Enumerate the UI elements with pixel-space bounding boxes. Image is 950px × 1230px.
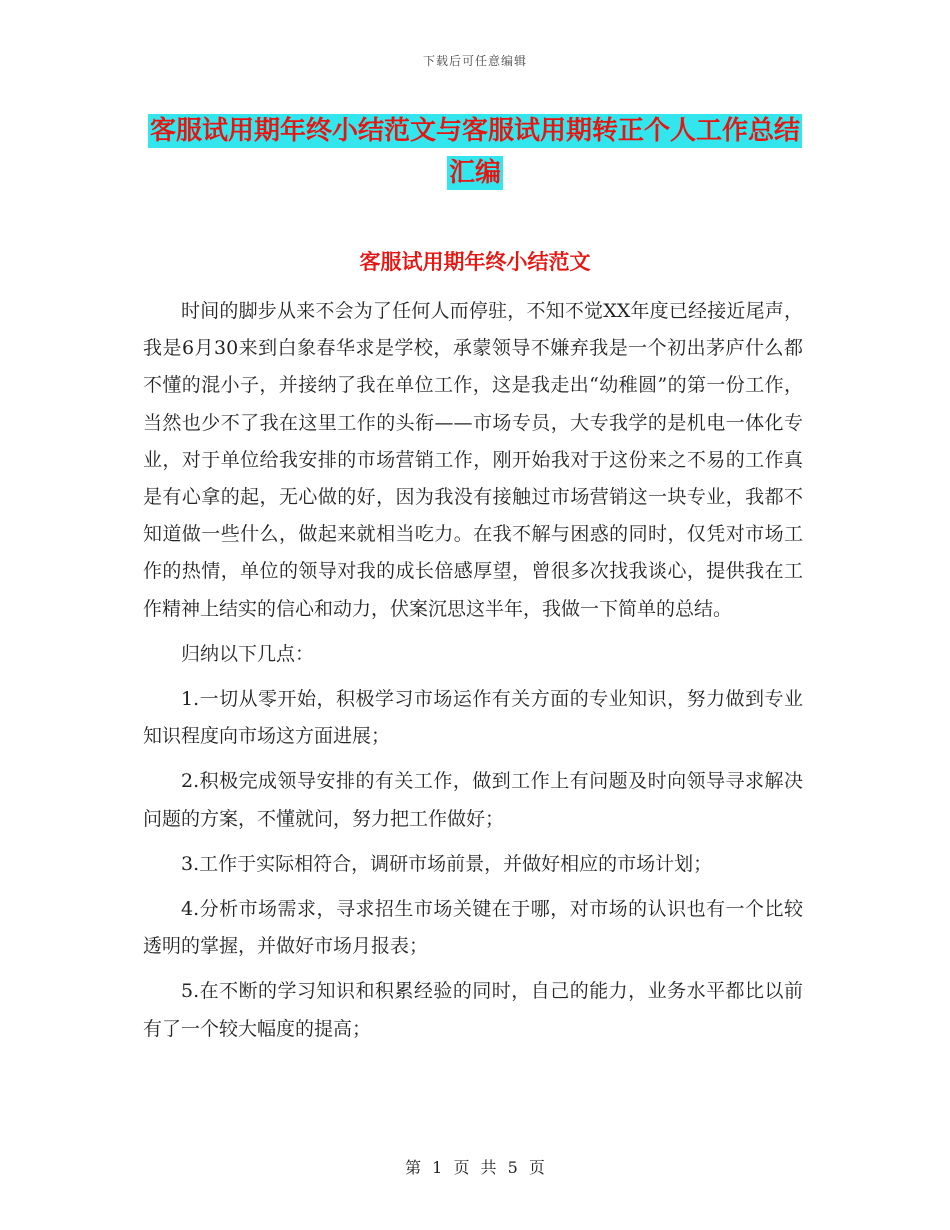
list-item-4: 4.分析市场需求，寻求招生市场关键在于哪，对市场的认识也有一个比较透明的掌握，并做好市场月报表； xyxy=(143,898,803,958)
section-title: 客服试用期年终小结范文 xyxy=(359,250,591,274)
list-item-1: 1.一切从零开始，积极学习市场运作有关方面的专业知识，努力做到专业知识程度向市场这方面进展； xyxy=(143,688,803,748)
main-title-text: 客服试用期年终小结范文与客服试用期转正个人工作总结汇编 xyxy=(149,116,800,188)
list-item-2: 2.积极完成领导安排的有关工作，做到工作上有问题及时向领导寻求解决问题的方案，不懂就问，努力把工作做好； xyxy=(143,770,803,830)
main-title xyxy=(140,110,810,194)
paragraph-intro: 时间的脚步从来不会为了任何人而停驻，不知不觉XX年度已经接近尾声，我是6月30来到白象春华求是学校，承蒙领导不嫌弃我是一个初出茅庐什么都不懂的混小子，并接纳了我在单位工作，这是我走出“幼稚圆”的第一份工作，当然也少不了我在这里工作的头衔——市场专员，大专我学的是机电一体化专业，对于单位给我安排的市场营销工作，刚开始我对于这份来之不易的工作真是有心拿的起，无心做的好，因为我没有接触过市场营销这一块专业，我都不知道做一些什么，做起来就相当吃力。在我不解与困惑的同时，仅凭对市场工作的热情，单位的领导对我的成长倍感厚望，曾很多次找我谈心，提供我在工作精神上结实的信心和动力，伏案沉思这半年，我做一下简单的总结。 xyxy=(143,300,803,620)
header-note: 下载后可任意编辑 xyxy=(422,54,527,68)
page-footer: 第 1 页 共 5 页 xyxy=(405,1158,545,1177)
list-item-3: 3.工作于实际相符合，调研市场前景，并做好相应的市场计划； xyxy=(181,852,713,875)
list-item-5: 5.在不断的学习知识和积累经验的同时，自己的能力，业务水平都比以前有了一个较大幅度的提高； xyxy=(143,980,803,1040)
body-text xyxy=(143,293,803,1056)
paragraph-summary-lead: 归纳以下几点： xyxy=(181,642,315,665)
